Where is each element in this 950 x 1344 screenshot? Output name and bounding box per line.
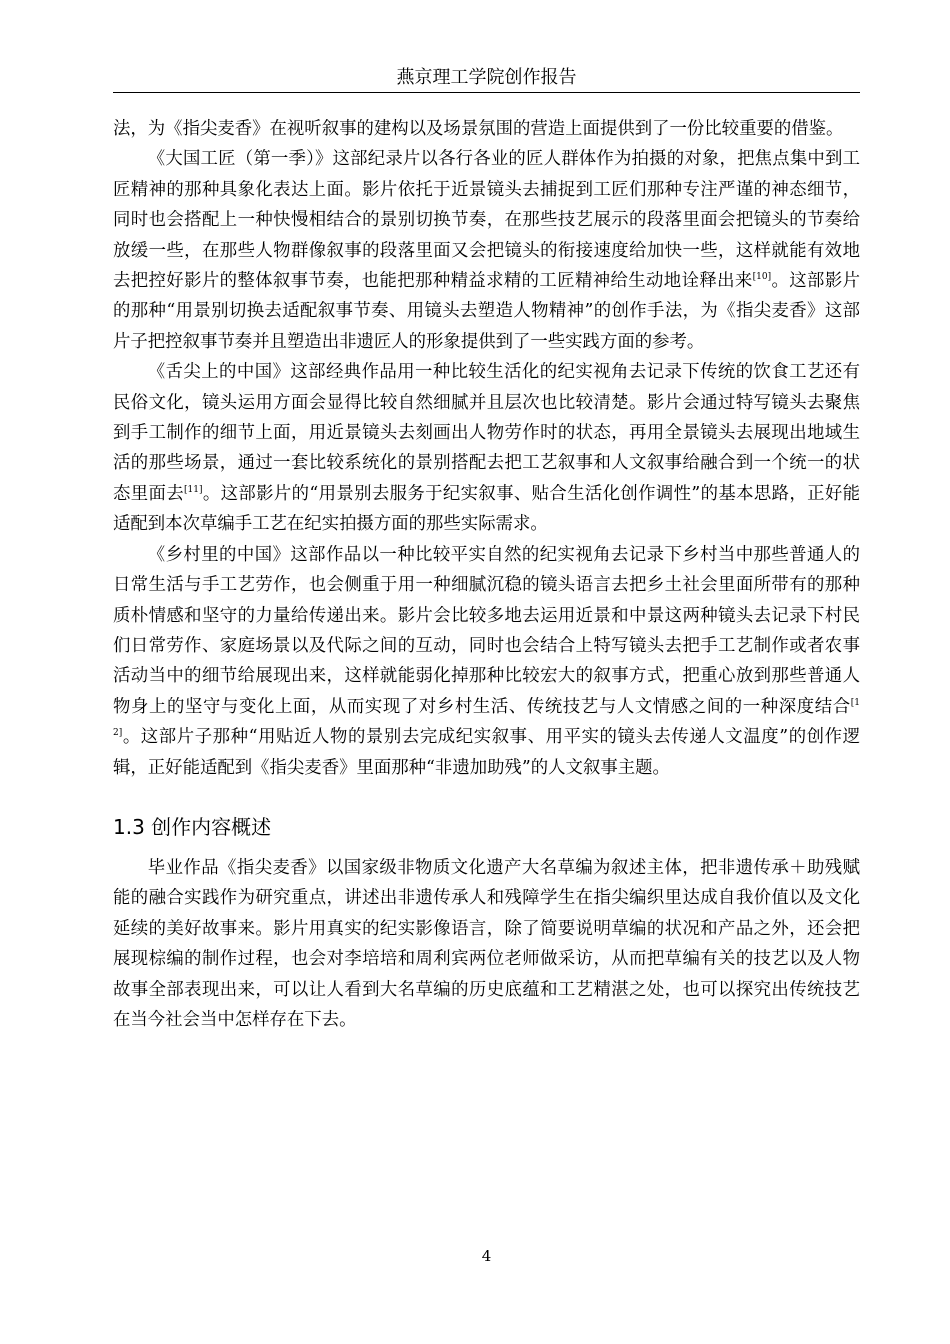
paragraph-text: 《大国工匠（第一季）》这部纪录片以各行各业的匠人群体作为拍摄的对象，把焦点集中到工匠精神的那种具象化表达上面。影片依托于近景镜头去捕捉到工匠们那种专注严谨的神态细节，同时也会搭配上一种快慢相结合的景别切换节奏，在那些技艺展示的段落里面会把镜头的节奏给放缓一些，在那些人物群像叙事的段落里面又会把镜头的衔接速度给加快一些，这样就能有效地去把控好影片的整体叙事节奏，也能把那种精益求精的工匠精神给生动地诠释出来 bbox=[113, 149, 860, 292]
document-body bbox=[113, 114, 860, 1035]
paragraph-text: 法，为《指尖麦香》在视听叙事的建构以及场景氛围的营造上面提供到了一份比较重要的借鉴。 bbox=[113, 119, 844, 139]
paragraph-text-after: 。这部影片的“用景别去服务于纪实叙事、贴合生活化创作调性”的基本思路，正好能适配到本次草编手工艺在纪实拍摄方面的那些实际需求。 bbox=[113, 483, 860, 535]
paragraph-content-overview bbox=[113, 853, 860, 1035]
citation-marker: [10] bbox=[752, 272, 772, 283]
paragraph-text: 毕业作品《指尖麦香》以国家级非物质文化遗产大名草编为叙述主体，把非遗传承＋助残赋能的融合实践作为研究重点，讲述出非遗传承人和残障学生在指尖编织里达成自我价值以及文化延续的美好故事来。影片用真实的纪实影像语言，除了简要说明草编的状况和产品之外，还会把展现棕编的制作过程，也会对李培培和周利宾两位老师做采访，从而把草编有关的技艺以及人物故事全部表现出来，可以让人看到大名草编的历史底蕴和工艺精湛之处，也可以探究出传统技艺在当今社会当中怎样存在下去。 bbox=[113, 857, 860, 1030]
citation-marker: [11] bbox=[184, 485, 203, 496]
paragraph-text: 《乡村里的中国》这部作品以一种比较平实自然的纪实视角去记录下乡村当中那些普通人的日常生活与手工艺劳作，也会侧重于用一种细腻沉稳的镜头语言去把乡土社会里面所带有的那种质朴情感和坚守的力量给传递出来。影片会比较多地去运用近景和中景这两种镜头去记录下村民们日常劳作、家庭场景以及代际之间的互动，同时也会结合上特写镜头去把手工艺制作或者农事活动当中的细节给展现出来，这样就能弱化掉那种比较宏大的叙事方式，把重心放到那些普通人物身上的坚守与变化上面，从而实现了对乡村生活、传统技艺与人文情感之间的一种深度结合 bbox=[113, 544, 860, 717]
paragraph-text-after: 。这部影片的那种“用景别切换去适配叙事节奏、用镜头去塑造人物精神”的创作手法，为《指尖麦香》这部片子把控叙事节奏并且塑造出非遗匠人的形象提供到了一些实践方面的参考。 bbox=[113, 271, 860, 352]
section-heading: 1.3 创作内容概述 bbox=[113, 814, 272, 839]
citation-marker: [12] bbox=[113, 697, 860, 739]
header-rule bbox=[113, 92, 860, 93]
page-number: 4 bbox=[481, 1247, 492, 1265]
paragraph-rural-china bbox=[113, 540, 860, 783]
paragraph-great-craftsmen bbox=[113, 144, 860, 357]
paragraph-text: 《舌尖上的中国》这部经典作品用一种比较生活化的纪实视角去记录下传统的饮食工艺还有民俗文化，镜头运用方面会显得比较自然细腻并且层次也比较清楚。影片会通过特写镜头去聚焦到手工制作的细节上面，用近景镜头去刻画出人物劳作时的状态，再用全景镜头去展现出地域生活的那些场景，通过一套比较系统化的景别搭配去把工艺叙事和人文叙事给融合到一个统一的状态里面去 bbox=[113, 362, 860, 504]
paragraph-continuation bbox=[113, 114, 860, 144]
running-header: 燕京理工学院创作报告 bbox=[396, 67, 577, 88]
paragraph-bite-of-china bbox=[113, 357, 860, 539]
paragraph-text-after: 。这部片子那种“用贴近人物的景别去完成纪实叙事、用平实的镜头去传递人文温度”的创作逻辑，正好能适配到《指尖麦香》里面那种“非遗加助残”的人文叙事主题。 bbox=[113, 727, 860, 778]
